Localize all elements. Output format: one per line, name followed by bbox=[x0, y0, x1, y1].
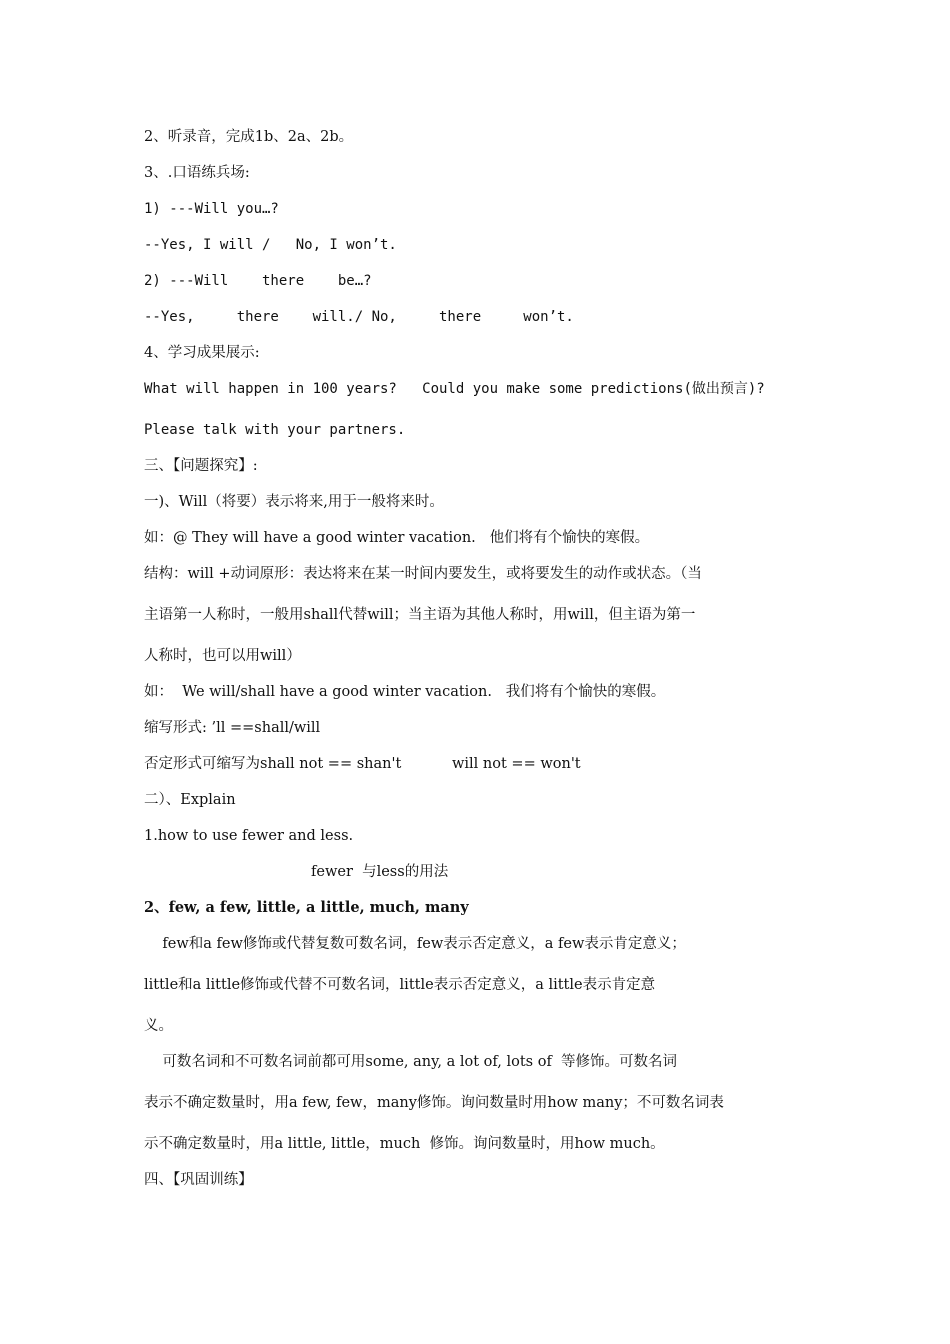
section-four-heading: 四、【巩固训练】 bbox=[144, 1172, 253, 1188]
line-negative-contraction: 否定形式可缩写为shall not == shan't will not == won't bbox=[144, 756, 581, 772]
line-talk-partners: Please talk with your partners. bbox=[144, 422, 406, 438]
line-structure-3: 人称时，也可以用will） bbox=[144, 648, 301, 664]
line-dialog-2-question: 2) ---Will there be…? bbox=[144, 273, 372, 289]
line-countable-3: 示不确定数量时，用a little, little，much 修饰。询问数量时，用how much。 bbox=[144, 1136, 665, 1152]
line-few-little-heading: 2、few, a few, little, a little, much, many bbox=[144, 899, 469, 916]
line-will-definition: 一)、Will（将要）表示将来,用于一般将来时。 bbox=[144, 494, 444, 510]
line-fewer-less-usage: fewer 与less的用法 bbox=[311, 864, 449, 880]
line-few-explain-3: 义。 bbox=[144, 1018, 173, 1034]
line-dialog-1-question: 1) ---Will you…? bbox=[144, 201, 279, 217]
line-predictions-question: What will happen in 100 years? Could you make some predictions(做出预言)? bbox=[144, 381, 765, 397]
section-three-heading: 三、【问题探究】: bbox=[144, 458, 258, 474]
line-structure-2: 主语第一人称时，一般用shall代替will；当主语为其他人称时，用will，但主语为第一 bbox=[144, 607, 696, 623]
line-example-2: 如： We will/shall have a good winter vacation. 我们将有个愉快的寒假。 bbox=[144, 684, 666, 700]
line-countable-2: 表示不确定数量时，用a few, few，many修饰。询问数量时用how many；不可数名词表 bbox=[144, 1095, 724, 1111]
line-explain-heading: 二）、Explain bbox=[144, 792, 236, 808]
line-structure-1: 结构：will +动词原形：表达将来在某一时间内要发生，或将要发生的动作或状态。（当 bbox=[144, 566, 702, 582]
line-dialog-1-answer: --Yes, I will / No, I won’t. bbox=[144, 237, 397, 253]
line-contraction: 缩写形式: ’ll ==shall/will bbox=[144, 720, 321, 736]
line-results-heading: 4、学习成果展示: bbox=[144, 345, 260, 361]
line-fewer-less: 1.how to use fewer and less. bbox=[144, 828, 354, 844]
line-few-explain-2: little和a little修饰或代替不可数名词，little表示否定意义，a little表示肯定意 bbox=[144, 977, 656, 993]
line-listen-record: 2、听录音，完成1b、2a、2b。 bbox=[144, 129, 354, 145]
line-oral-practice-heading: 3、.口语练兵场: bbox=[144, 165, 250, 181]
line-countable-1: 可数名词和不可数名词前都可用some, any, a lot of, lots of 等修饰。可数名词 bbox=[144, 1054, 678, 1070]
line-dialog-2-answer: --Yes, there will./ No, there won’t. bbox=[144, 309, 574, 325]
line-few-explain-1: few和a few修饰或代替复数可数名词，few表示否定意义，a few表示肯定意义； bbox=[144, 936, 686, 952]
line-example-1: 如：@ They will have a good winter vacation. 他们将有个愉快的寒假。 bbox=[144, 530, 650, 546]
